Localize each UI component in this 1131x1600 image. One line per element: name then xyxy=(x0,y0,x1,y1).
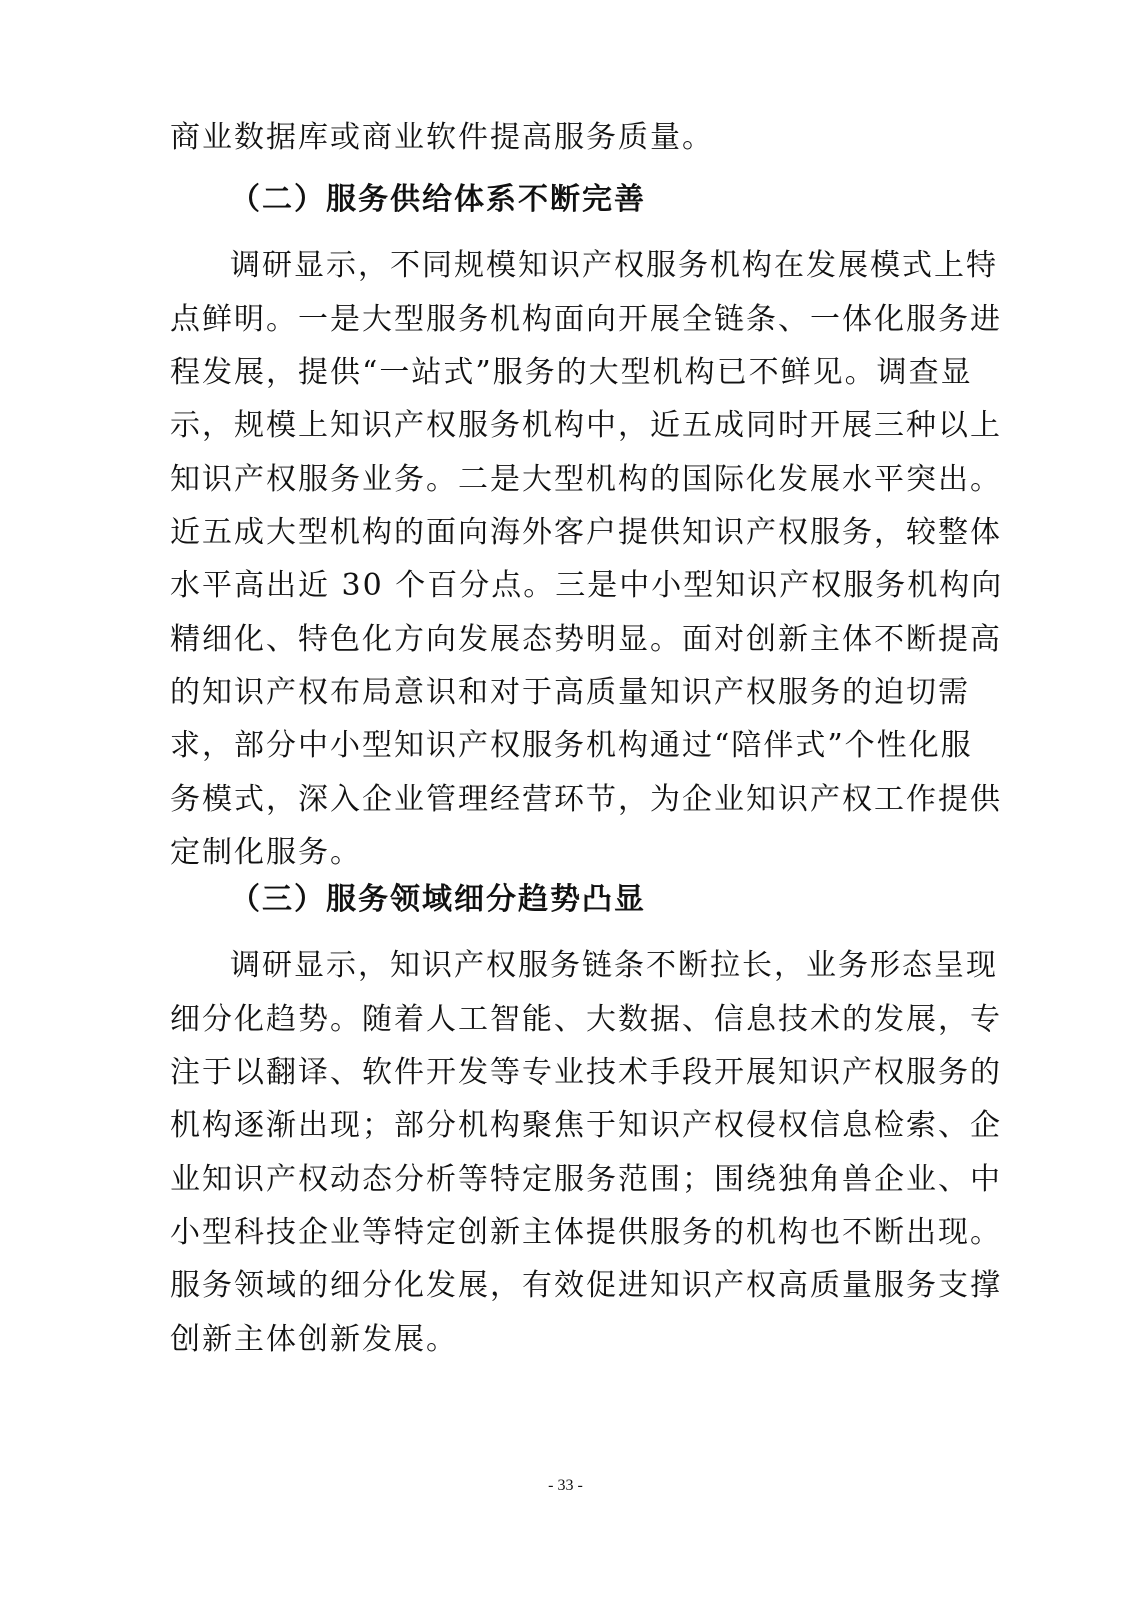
paragraph-line: 示，规模上知识产权服务机构中，近五成同时开展三种以上 xyxy=(170,408,1002,443)
paragraph-line: 商业数据库或商业软件提高服务质量。 xyxy=(170,120,714,155)
page-number: - 33 - xyxy=(548,1477,583,1494)
paragraph-line: 调研显示，不同规模知识产权服务机构在发展模式上特 xyxy=(230,248,998,283)
paragraph-line: 细分化趋势。随着人工智能、大数据、信息技术的发展，专 xyxy=(170,1002,1002,1037)
paragraph-line: 调研显示，知识产权服务链条不断拉长，业务形态呈现 xyxy=(230,948,998,983)
paragraph-line: 点鲜明。一是大型服务机构面向开展全链条、一体化服务进 xyxy=(170,302,1002,337)
paragraph-line: 的知识产权布局意识和对于高质量知识产权服务的迫切需 xyxy=(170,675,970,710)
section-heading: （三）服务领域细分趋势凸显 xyxy=(230,882,646,917)
paragraph-line: 业知识产权动态分析等特定服务范围；围绕独角兽企业、中 xyxy=(170,1162,1002,1197)
paragraph-line: 机构逐渐出现；部分机构聚焦于知识产权侵权信息检索、企 xyxy=(170,1108,1002,1143)
paragraph-line: 近五成大型机构的面向海外客户提供知识产权服务，较整体 xyxy=(170,515,1002,550)
paragraph-line: 求，部分中小型知识产权服务机构通过“陪伴式”个性化服 xyxy=(170,728,973,763)
paragraph-line: 程发展，提供“一站式”服务的大型机构已不鲜见。调查显 xyxy=(170,355,973,390)
section-heading: （二）服务供给体系不断完善 xyxy=(230,182,646,217)
paragraph-line: 定制化服务。 xyxy=(170,835,362,870)
paragraph-line: 小型科技企业等特定创新主体提供服务的机构也不断出现。 xyxy=(170,1215,1002,1250)
paragraph-line: 精细化、特色化方向发展态势明显。面对创新主体不断提高 xyxy=(170,622,1002,657)
paragraph-line: 服务领域的细分化发展，有效促进知识产权高质量服务支撑 xyxy=(170,1268,1002,1303)
paragraph-line: 注于以翻译、软件开发等专业技术手段开展知识产权服务的 xyxy=(170,1055,1002,1090)
paragraph-line: 知识产权服务业务。二是大型机构的国际化发展水平突出。 xyxy=(170,462,1002,497)
paragraph-line: 务模式，深入企业管理经营环节，为企业知识产权工作提供 xyxy=(170,782,1002,817)
paragraph-line: 水平高出近 30 个百分点。三是中小型知识产权服务机构向 xyxy=(170,568,1004,603)
paragraph-line: 创新主体创新发展。 xyxy=(170,1322,458,1357)
